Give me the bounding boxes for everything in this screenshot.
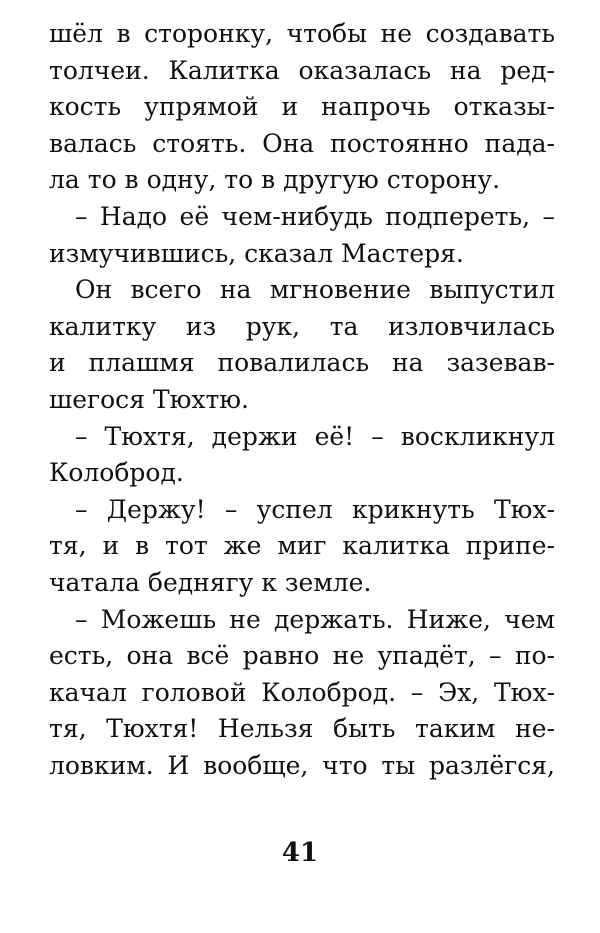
text-line: Он всего на мгновение выпустил [75, 275, 555, 305]
text-line: – Тюхтя, держи её! – воскликнул [75, 421, 555, 451]
body-text [49, 16, 555, 784]
text-line: – Держу! – успел крикнуть Тюх- [75, 494, 555, 524]
text-line: качал головой Колоброд. – Эх, Тюх- [49, 677, 555, 707]
text-line: толчеи. Калитка оказалась на ред- [49, 55, 555, 85]
text-line: ла то в одну, то в другую сторону. [49, 165, 501, 195]
page-number: 41 [281, 838, 319, 868]
text-line: есть, она всё равно не упадёт, – по- [49, 641, 555, 671]
text-line: чатала беднягу к земле. [49, 567, 372, 597]
text-line: – Можешь не держать. Ниже, чем [75, 604, 555, 634]
text-line: тя, Тюхтя! Нельзя быть таким не- [49, 714, 555, 744]
text-line: Колоброд. [49, 458, 184, 488]
text-line: тя, и в тот же миг калитка припе- [49, 531, 555, 561]
text-line: шёл в сторонку, чтобы не создавать [49, 19, 555, 48]
text-line: калитку из рук, та изловчилась [49, 311, 555, 341]
text-line: валась стоять. Она постоянно пада- [49, 128, 555, 158]
text-line: ловким. И вообще, что ты разлёгся, [49, 750, 555, 780]
text-line: измучившись, сказал Мастеря. [49, 238, 464, 268]
text-line: и плашмя повалилась на зазевав- [49, 348, 555, 378]
text-line: шегося Тюхтю. [49, 384, 249, 414]
text-line: кость упрямой и напрочь отказы- [49, 92, 555, 122]
text-line: – Надо её чем-нибудь подпереть, – [75, 201, 555, 231]
